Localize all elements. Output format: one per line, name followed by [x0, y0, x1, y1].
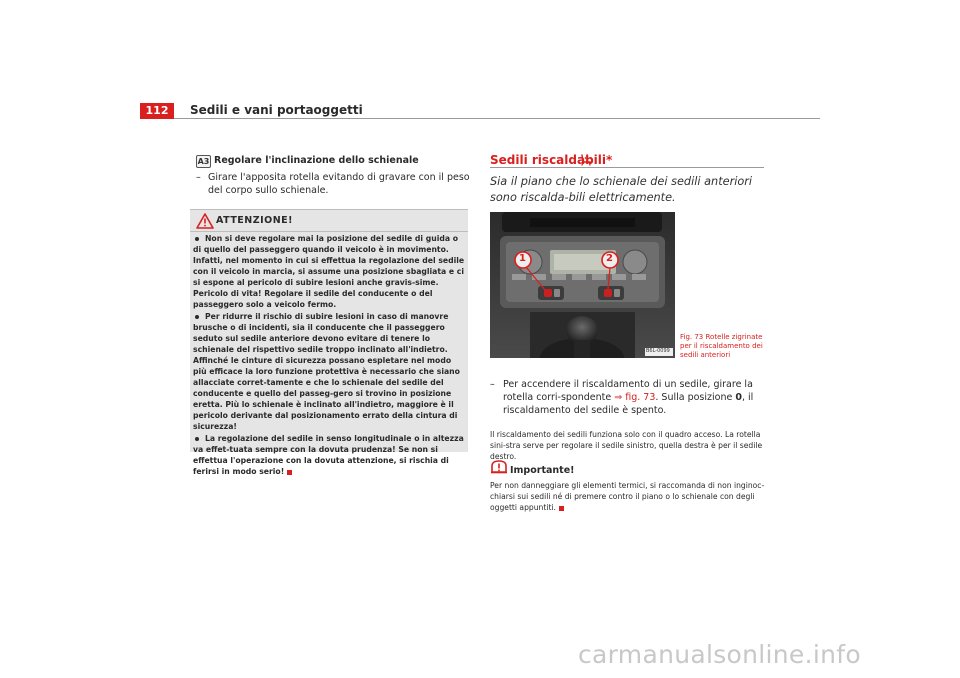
figure-seat-heating-controls: [490, 212, 675, 358]
heating-step-text: Per accendere il riscaldamento di un sedile, girare la rotella corri-spondente ⇒ fig. 73. Sulla posizione 0, il riscaldamento del sedile è spento.: [503, 379, 754, 416]
important-icon: [490, 460, 508, 480]
warning-body: [193, 233, 465, 478]
header-rule: [174, 118, 820, 119]
step-dash: –: [196, 172, 201, 183]
callout-label-2: 2: [606, 253, 613, 264]
warning-title: ATTENZIONE!: [216, 215, 294, 226]
warning-separator: [190, 231, 468, 232]
section-rule: [490, 167, 764, 168]
recline-step-text: Girare l'apposita rotella evitando di gravare con il peso del corpo sullo schienale.: [208, 172, 470, 196]
bullet-icon: [195, 437, 199, 441]
figure-reference-link[interactable]: ⇒ fig. 73: [614, 392, 656, 403]
figure-code: B6L-0099: [646, 348, 670, 354]
warning-triangle-icon: [196, 213, 214, 233]
step-badge-a3: A3: [197, 157, 210, 166]
step-dash: –: [490, 379, 495, 390]
bullet-icon: [195, 237, 199, 241]
figure-caption: Fig. 73 Rotelle zigrinate per il riscaldamento dei sedili anteriori: [680, 333, 763, 359]
heated-seat-icon: [578, 152, 592, 171]
intro-text: Sia il piano che lo schienale dei sedili anteriori sono riscalda-bili elettricamente.: [490, 175, 753, 204]
bullet-icon: [195, 315, 199, 319]
warning-bullet-2: Per ridurre il rischio di subire lesioni in caso di manovre brusche o di incidenti, sia il conducente che il passeggero seduto sul sedile anteriore devono evitare di tenere lo schienale del rispettivo sedile troppo inclinato all'indietro. Affinché le cinture di sicurezza possano espletare nel modo più efficace la loro funzione protettiva è necessario che siano allacciate corret-tamente e che lo schienale del sedile del conducente e quello del passeg-gero si trovino in posizione eretta. Più lo schienale è inclinato all'indietro, maggiore è il pericolo derivante dal posizionamento errato della cintura di sicurezza!: [193, 312, 460, 431]
warning-bullet-1: Non si deve regolare mai la posizione del sedile di guida o di quello del passeggero quando il veicolo è in movimento. Infatti, nel momento in cui si effettua la regolazione del sedile con il veicolo in marcia, si assume una posizione sbagliata e ci si espone al pericolo di subire lesioni anche gravis-sime. Pericolo di vita! Regolare il sedile del conducente o del passeggero solo a veicolo fermo.: [193, 234, 465, 309]
important-title: Importante!: [510, 465, 575, 476]
heated-seats-heading: Sedili riscaldabili*: [490, 153, 613, 167]
header-title: Sedili e vani portaoggetti: [190, 103, 363, 117]
recline-heading: Regolare l'inclinazione dello schienale: [214, 155, 419, 166]
heating-step: [490, 378, 770, 417]
end-marker-icon: [559, 506, 564, 511]
heating-note: Il riscaldamento dei sedili funziona solo con il quadro acceso. La rotella sini-stra serve per regolare il sedile sinistro, quella destra è per il sedile destro.: [490, 430, 763, 461]
watermark: carmanualsonline.info: [578, 640, 861, 669]
important-text: Per non danneggiare gli elementi termici, si raccomanda di non inginoc-chiarsi sui sedili né di premere contro il piano o lo schienale con degli oggetti appuntiti.: [490, 481, 765, 512]
end-marker-icon: [287, 470, 292, 475]
warning-bullet-3: La regolazione del sedile in senso longitudinale o in altezza va effet-tuata sempre con la dovuta prudenza! Se non si effettua l'operazione con la dovuta attenzione, si rischia di ferirsi in modo serio!: [193, 434, 464, 476]
page-number: 112: [140, 103, 174, 119]
warning-top-rule: [190, 209, 468, 210]
recline-step: [196, 171, 470, 197]
callout-label-1: 1: [519, 253, 526, 264]
